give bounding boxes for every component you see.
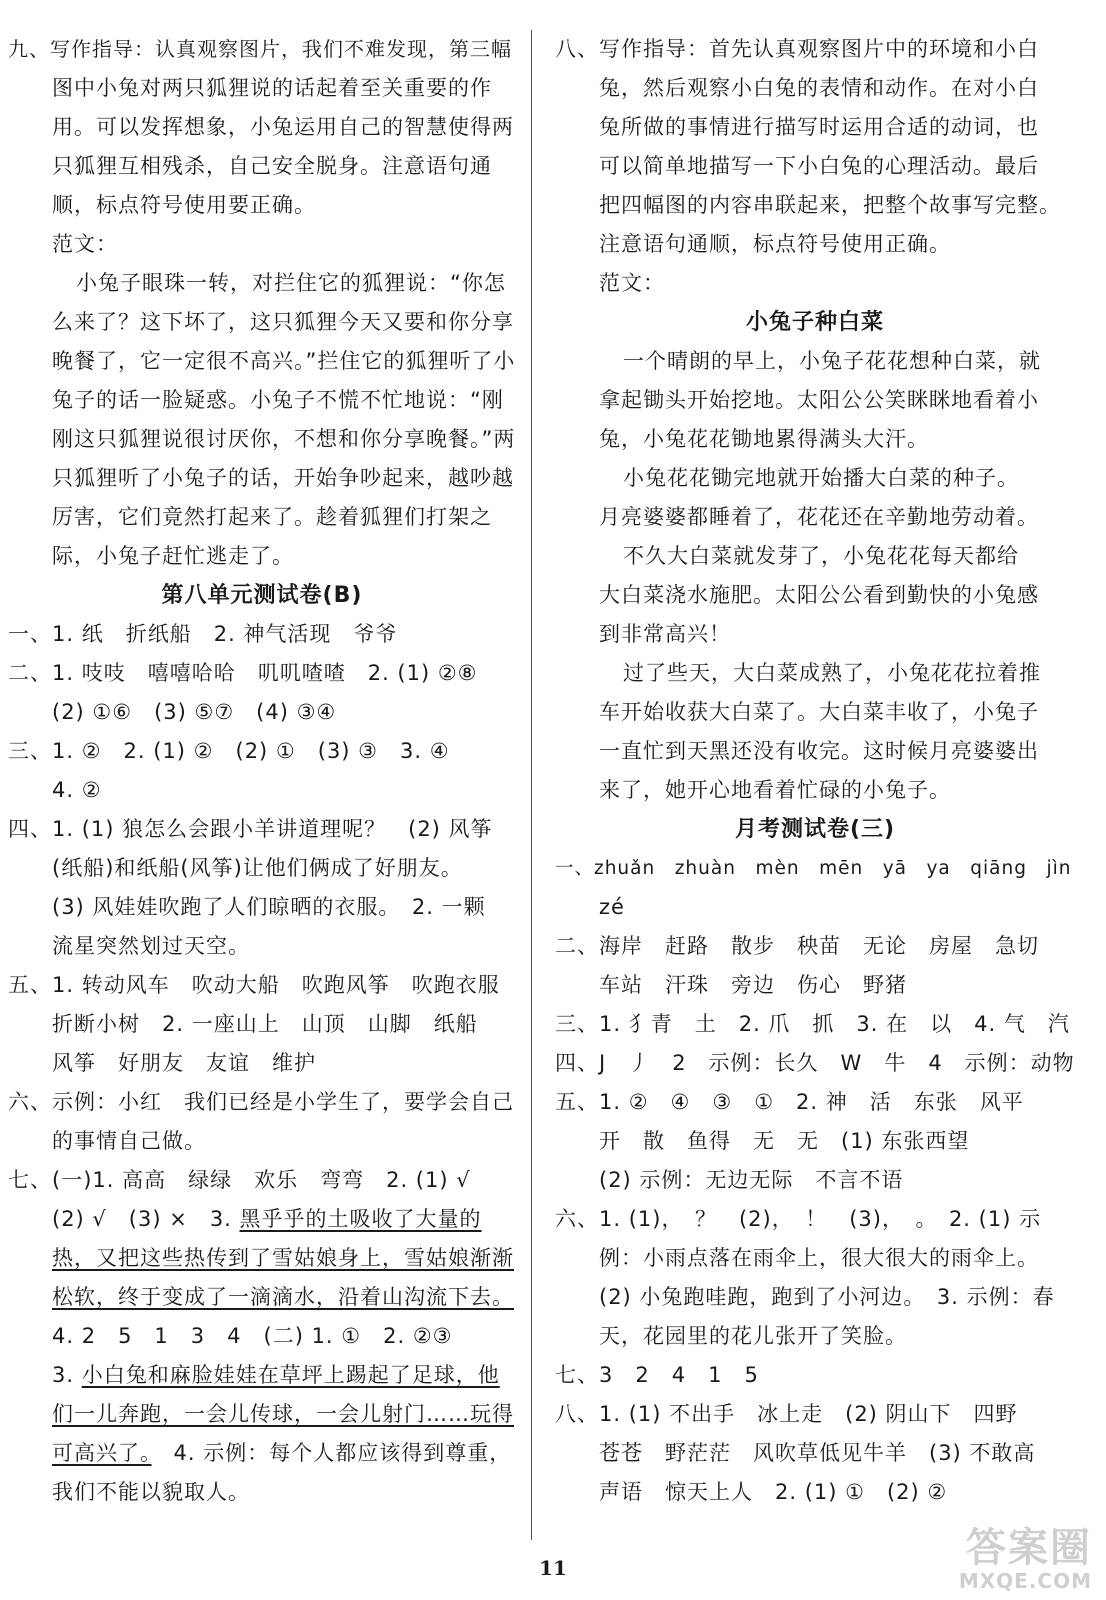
answer-text: 四、J 丿 2 示例：长久 W 牛 4 示例：动物 (555, 1051, 1075, 1075)
answer-text: 七、(一)1. 高高 绿绿 欢乐 弯弯 2. (1) √ (8, 1168, 471, 1192)
answer-line (555, 30, 1075, 69)
answer-text: 晚餐了，它一定很不高兴。”拦住它的狐狸听了小 (52, 349, 516, 373)
answer-text: 拿起锄头开始挖地。太阳公公笑眯眯地看着小 (599, 388, 1039, 412)
answer-line (555, 1005, 1075, 1044)
answer-text: 刚这只狐狸说很讨厌你，不想和你分享晚餐。”两 (52, 427, 516, 451)
answer-line (555, 732, 1075, 771)
answer-text: zé (599, 895, 625, 919)
answer-line (8, 1044, 516, 1083)
answer-text: 大白菜浇水施肥。太阳公公看到勤快的小兔感 (599, 583, 1039, 607)
answer-text: 声语 惊天上人 2. (1) ① (2) ② (599, 1480, 948, 1504)
answer-line (555, 1434, 1075, 1473)
answer-line (555, 1395, 1075, 1434)
underlined-answer: 们一儿奔跑，一会儿传球，一会儿射门……玩得 (52, 1402, 514, 1426)
answer-text: 范文： (599, 271, 665, 295)
answer-text: 么来了？这下坏了，这只狐狸今天又要和你分享 (52, 310, 514, 334)
answer-text: 只狐狸听了小兔子的话，开始争吵起来，越吵越 (52, 466, 514, 490)
answer-line (555, 1161, 1075, 1200)
answer-line (8, 693, 516, 732)
answer-line (8, 147, 516, 186)
answer-line (8, 459, 516, 498)
answer-text: 五、1. ② ④ ③ ① 2. 神 活 东张 风平 (555, 1090, 1024, 1114)
answer-line (555, 693, 1075, 732)
underlined-answer: 热，又把这些热传到了雪姑娘身上，雪姑娘渐渐 (52, 1246, 514, 1270)
answer-text: 一、1. 纸 折纸船 2. 神气活现 爷爷 (8, 622, 398, 646)
watermark-logo (959, 1526, 1092, 1592)
answer-text: 例：小雨点落在雨伞上，很大很大的雨伞上。 (599, 1246, 1039, 1270)
answer-text: 小兔子眼珠一转，对拦住它的狐狸说：“你怎 (76, 271, 506, 295)
answer-line (555, 264, 1075, 303)
answer-text: 4. ② (52, 778, 102, 802)
underlined-answer: 黑乎乎的土吸收了大量的 (239, 1207, 482, 1231)
answer-text: 4. 2 5 1 3 4 (二) 1. ① 2. ②③ (52, 1324, 453, 1348)
answer-text: 际，小兔子赶忙逃走了。 (52, 544, 294, 568)
left-column (8, 30, 516, 1512)
answer-text: 三、1. ② 2. (1) ② (2) ① (3) ③ 3. ④ (8, 739, 450, 763)
answer-text: 来了，她开心地看着忙碌的小兔子。 (599, 778, 951, 802)
answer-text: 一个晴朗的早上，小兔子花花想种白菜，就 (623, 349, 1041, 373)
answer-line (8, 264, 516, 303)
answer-line (8, 30, 516, 69)
underlined-answer: 松软，终于变成了一滴滴水，沿着山沟流下去。 (52, 1285, 514, 1309)
answer-line (8, 1317, 516, 1356)
answer-line (8, 966, 516, 1005)
answer-text: 车开始收获大白菜了。大白菜丰收了，小兔子 (599, 700, 1039, 724)
answer-text: 六、示例：小红 我们已经是小学生了，要学会自己 (8, 1090, 514, 1114)
answer-text: 兔所做的事情进行描写时运用合适的动词，也 (599, 115, 1039, 139)
answer-text: 流星突然划过天空。 (52, 934, 250, 958)
answer-line (555, 537, 1075, 576)
answer-text: 过了些天，大白菜成熟了，小兔花花拉着推 (623, 661, 1041, 685)
answer-line (8, 1434, 516, 1473)
answer-text: 四、1. (1) 狼怎么会跟小羊讲道理呢？ (2) 风筝 (8, 817, 493, 841)
answer-text: 3. (52, 1363, 82, 1387)
answer-line (8, 1473, 516, 1512)
underlined-answer: 小白兔和麻脸娃娃在草坪上踢起了足球，他 (81, 1363, 500, 1387)
answer-line (8, 1200, 516, 1239)
answer-line (555, 576, 1075, 615)
answer-line (555, 1278, 1075, 1317)
answer-text: 天，花园里的花儿张开了笑脸。 (599, 1324, 907, 1348)
answer-text: 到非常高兴！ (599, 622, 731, 646)
answer-line (8, 654, 516, 693)
section-heading: 月考测试卷(三) (734, 817, 896, 842)
watermark-text: 答案圈 (966, 1525, 1092, 1571)
answer-text: 一、zhuǎn zhuàn mèn mēn yā ya qiāng jìn (555, 858, 1072, 879)
answer-line (555, 966, 1075, 1005)
answer-text: 兔，然后观察小白兔的表情和动作。在对小白 (599, 76, 1039, 100)
answer-text: (2) 示例：无边无际 不言不语 (599, 1168, 904, 1192)
answer-text: 可以简单地描写一下小白兔的心理活动。最后 (599, 154, 1039, 178)
answer-line (555, 225, 1075, 264)
answer-line (555, 69, 1075, 108)
answer-text: 顺，标点符号使用要正确。 (52, 193, 316, 217)
answer-text: 兔子的话一脸疑惑。小兔子不慌不忙地说：“刚 (52, 388, 504, 412)
answer-text: 的事情自己做。 (52, 1129, 206, 1153)
answer-line (8, 1395, 516, 1434)
answer-line (8, 888, 516, 927)
answer-text: (2) ①⑥ (3) ⑤⑦ (4) ③④ (52, 700, 337, 724)
answer-line (8, 732, 516, 771)
answer-line (8, 186, 516, 225)
answer-text: (纸船)和纸船(风筝)让他们俩成了好朋友。 (52, 856, 463, 880)
answer-text: 五、1. 转动风车 吹动大船 吹跑风筝 吹跑衣服 (8, 973, 500, 997)
answer-line (8, 420, 516, 459)
answer-line (8, 810, 516, 849)
answer-line (8, 303, 516, 342)
answer-line (555, 186, 1075, 225)
answer-line (8, 1356, 516, 1395)
page-number: 11 (539, 1556, 567, 1580)
answer-text: 小兔花花锄完地就开始播大白菜的种子。 (623, 466, 1019, 490)
answer-line (555, 1200, 1075, 1239)
answer-text: 三、1. 犭青 土 2. 爪 抓 3. 在 以 4. 气 汽 (555, 1012, 1070, 1036)
answer-line (555, 1122, 1075, 1161)
answer-line (8, 498, 516, 537)
answer-line (555, 459, 1075, 498)
answer-text: 图中小兔对两只狐狸说的话起着至关重要的作 (52, 76, 492, 100)
answer-text: 风筝 好朋友 友谊 维护 (52, 1051, 316, 1075)
answer-line (8, 1161, 516, 1200)
answer-text: 开 散 鱼得 无 无 (1) 东张西望 (599, 1129, 970, 1153)
watermark-url: MXQE.COM (958, 1569, 1092, 1593)
answer-line (8, 771, 516, 810)
answer-text: 二、1. 吱吱 嘻嘻哈哈 叽叽喳喳 2. (1) ②⑧ (8, 661, 478, 685)
answer-text: 把四幅图的内容串联起来，把整个故事写完整。 (599, 193, 1061, 217)
answer-line (555, 108, 1075, 147)
answer-text: 只狐狸互相残杀，自己安全脱身。注意语句通 (52, 154, 492, 178)
answer-line (8, 927, 516, 966)
answer-text: 六、1. (1)， ？ (2)， ！ (3)， 。 2. (1) 示 (555, 1207, 1042, 1231)
answer-text: (3) 风娃娃吹跑了人们晾晒的衣服。 2. 一颗 (52, 895, 486, 919)
answer-line (555, 342, 1075, 381)
answer-line (555, 849, 1075, 888)
answer-line (8, 225, 516, 264)
answer-text: 不久大白菜就发芽了，小兔花花每天都给 (623, 544, 1019, 568)
answer-line (8, 1278, 516, 1317)
answer-line (555, 1473, 1075, 1512)
answer-line (8, 1005, 516, 1044)
answer-text: 范文： (52, 232, 118, 256)
answer-text: 苍苍 野茫茫 风吹草低见牛羊 (3) 不敢高 (599, 1441, 1036, 1465)
answer-line (555, 927, 1075, 966)
answer-text: 折断小树 2. 一座山上 山顶 山脚 纸船 (52, 1012, 478, 1036)
answer-line (555, 615, 1075, 654)
answer-line (555, 381, 1075, 420)
answer-text: 二、海岸 赶路 散步 秧苗 无论 房屋 急切 (555, 934, 1039, 958)
answer-text: 兔，小兔花花锄地累得满头大汗。 (599, 427, 929, 451)
section-heading: 小兔子种白菜 (745, 310, 884, 335)
answer-text: 用。可以发挥想象，小兔运用自己的智慧使得两 (52, 115, 514, 139)
answer-line (8, 342, 516, 381)
answer-line (555, 654, 1075, 693)
answer-line (555, 1356, 1075, 1395)
answer-line (555, 420, 1075, 459)
answer-text: 七、3 2 4 1 5 (555, 1363, 759, 1387)
answer-line (8, 69, 516, 108)
answer-text-after: 4. 示例：每个人都应该得到尊重， (151, 1441, 512, 1465)
answer-text: 车站 汗珠 旁边 伤心 野猪 (599, 973, 907, 997)
right-column (555, 30, 1075, 1512)
answer-line (8, 1122, 516, 1161)
answer-line (555, 1083, 1075, 1122)
answer-line (555, 147, 1075, 186)
answer-line (555, 771, 1075, 810)
answer-text: 厉害，它们竟然打起来了。趁着狐狸们打架之 (52, 505, 492, 529)
answer-text: 一直忙到天黑还没有收完。这时候月亮婆婆出 (599, 739, 1039, 763)
answer-line (555, 498, 1075, 537)
column-divider (531, 30, 532, 1540)
answer-text: 注意语句通顺，标点符号使用正确。 (599, 232, 951, 256)
answer-line (8, 1239, 516, 1278)
answer-line (8, 1083, 516, 1122)
answer-line (555, 1317, 1075, 1356)
answer-line (8, 615, 516, 654)
answer-text: 我们不能以貌取人。 (52, 1480, 250, 1504)
answer-line (555, 888, 1075, 927)
answer-text: (2) √ (3) × 3. (52, 1207, 240, 1231)
answer-line (555, 1044, 1075, 1083)
answer-line (8, 537, 516, 576)
answer-line (8, 849, 516, 888)
answer-line (555, 1239, 1075, 1278)
answer-line (8, 108, 516, 147)
answer-text: 八、写作指导：首先认真观察图片中的环境和小白 (555, 37, 1039, 61)
answer-text: 八、1. (1) 不出手 冰上走 (2) 阴山下 四野 (555, 1402, 1018, 1426)
answer-text: 九、写作指导：认真观察图片，我们不难发现，第三幅 (8, 37, 512, 61)
answer-text: (2) 小兔跑哇跑，跑到了小河边。 3. 示例：春 (599, 1285, 1055, 1309)
underlined-answer: 可高兴了。 (52, 1441, 152, 1465)
section-heading: 第八单元测试卷(B) (161, 583, 363, 608)
answer-text: 月亮婆婆都睡着了，花花还在辛勤地劳动着。 (599, 505, 1039, 529)
answer-line (8, 381, 516, 420)
